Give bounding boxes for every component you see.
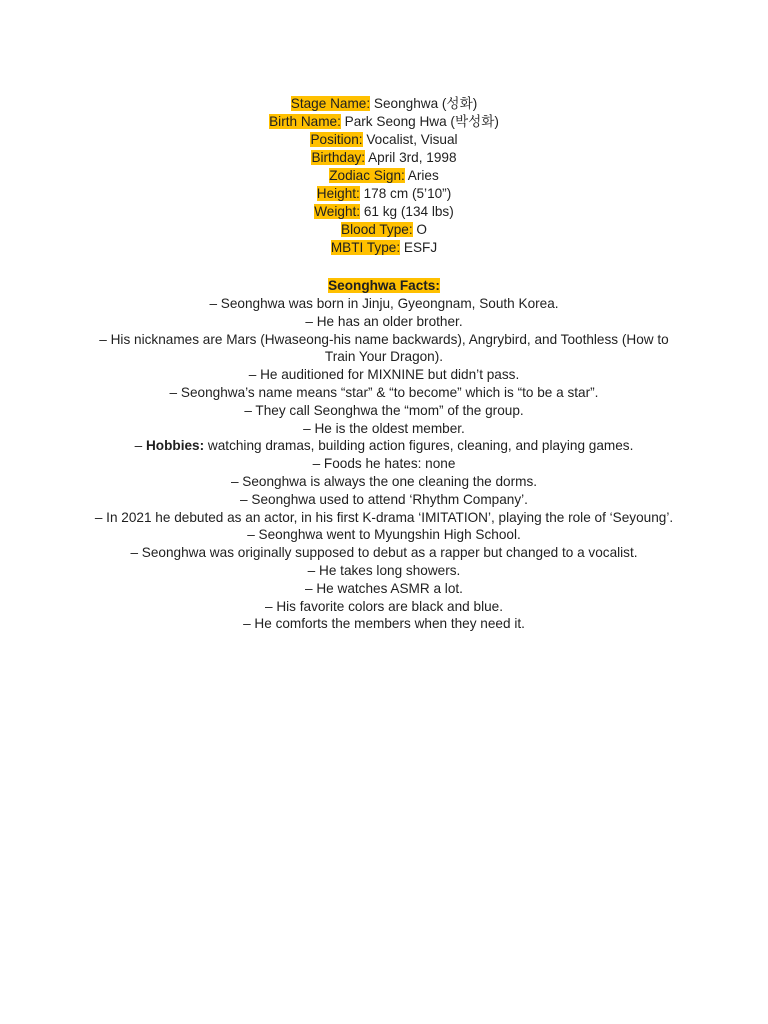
fact-item: – Seonghwa was born in Jinju, Gyeongnam, South Korea.: [209, 296, 559, 311]
profile-label: Stage Name:: [290, 96, 371, 111]
fact-item: – He watches ASMR a lot.: [305, 580, 463, 596]
profile-label: Zodiac Sign:: [329, 168, 405, 183]
fact-item: – He is the oldest member.: [303, 420, 465, 436]
profile-label: MBTI Type:: [330, 240, 401, 255]
profile-value: ESFJ: [400, 240, 438, 255]
profile-value: 61 kg (134 lbs): [360, 204, 454, 219]
profile-label: Blood Type:: [341, 222, 413, 237]
profile-label: Birthday:: [311, 150, 366, 165]
profile-value: Vocalist, Visual: [362, 132, 458, 147]
profile-birthday: [0, 149, 768, 167]
fact-item: – Seonghwa’s name means “star” & “to become” which is “to be a star”.: [169, 384, 599, 400]
fact-item: – Seonghwa went to Myungshin High School.: [247, 527, 521, 543]
profile-position: [0, 131, 768, 149]
profile-label: Height:: [316, 186, 360, 201]
profile-zodiac-sign: [0, 167, 768, 185]
fact-item: – His favorite colors are black and blue.: [264, 598, 503, 614]
profile-section: [0, 95, 768, 257]
profile-value: 178 cm (5’10”): [359, 186, 452, 201]
fact-item: – His nicknames are Mars (Hwaseong-his name backwards), Angrybird, and Toothless (How to Train Your Dragon).: [99, 331, 669, 365]
profile-height: [0, 185, 768, 203]
profile-stage-name: [0, 95, 768, 113]
profile-blood-type: [0, 221, 768, 239]
profile-mbti-type: [0, 239, 768, 257]
fact-item-hobbies: [90, 437, 678, 455]
fact-item: – They call Seonghwa the “mom” of the group.: [244, 402, 524, 418]
hobbies-value: watching dramas, building action figures, cleaning, and playing games.: [204, 438, 634, 454]
hobbies-label: Hobbies:: [145, 438, 205, 454]
fact-item: – Foods he hates: none: [312, 456, 456, 472]
profile-value: April 3rd, 1998: [365, 150, 457, 165]
profile-birth-name: [0, 113, 768, 131]
profile-value: Aries: [404, 168, 439, 183]
fact-item: – He takes long showers.: [307, 562, 461, 578]
facts-heading-text: Seonghwa Facts:: [328, 278, 440, 293]
fact-item: – He has an older brother.: [305, 313, 463, 329]
profile-label: Weight:: [314, 204, 361, 219]
hobbies-prefix: –: [134, 438, 146, 454]
facts-list: [90, 295, 678, 633]
profile-label: Position:: [310, 132, 363, 147]
fact-item: – He comforts the members when they need it.: [243, 616, 525, 632]
fact-item: – Seonghwa used to attend ‘Rhythm Company’.: [240, 491, 528, 507]
fact-item: – In 2021 he debuted as an actor, in his first K-drama ‘IMITATION’, playing the role of ‘Seyoung’.: [94, 509, 674, 525]
facts-heading: [0, 277, 768, 295]
profile-label: Birth Name:: [269, 114, 341, 129]
profile-value: Seonghwa (성화): [370, 96, 478, 111]
profile-weight: [0, 203, 768, 221]
fact-item: – Seonghwa was originally supposed to debut as a rapper but changed to a vocalist.: [130, 545, 638, 561]
fact-item: – He auditioned for MIXNINE but didn’t pass.: [248, 367, 520, 383]
profile-value: Park Seong Hwa (박성화): [340, 114, 499, 129]
profile-value: O: [412, 222, 427, 237]
fact-item: – Seonghwa is always the one cleaning the dorms.: [230, 473, 538, 489]
